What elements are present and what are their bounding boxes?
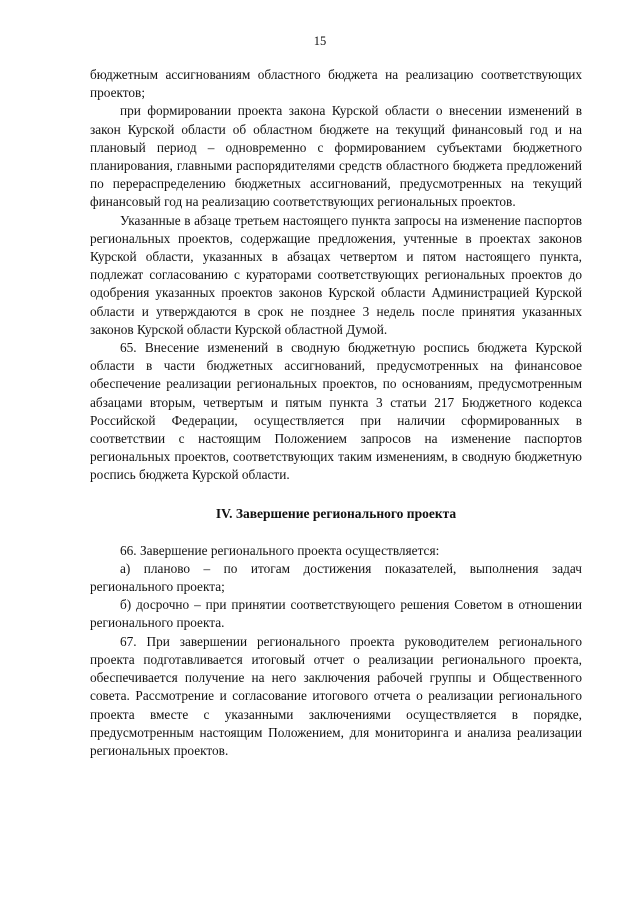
page-number: 15: [313, 34, 327, 48]
paragraph-item-66: 66. Завершение регионального проекта осуществляется:: [120, 542, 440, 558]
section-heading: IV. Завершение регионального проекта: [215, 505, 457, 521]
paragraph-item-67: 67. При завершении регионального проекта руководителем регионального проекта подготавливается итоговый отчет о реализации регионального проекта, обеспечивается получение на него заключения рабочей группы и Общественного совета. Рассмотрение и согласование итогового отчета о реализации регионального проекта вместе с указанными заключениями осуществляется в порядке, предусмотренным настоящим Положением, для мониторинга и анализа реализации региональных проектов.: [90, 633, 582, 758]
paragraph-item-66-a: а) планово – по итогам достижения показателей, выполнения задач регионального проекта;: [90, 560, 582, 595]
paragraph-item-65: 65. Внесение изменений в сводную бюджетную роспись бюджета Курской области в части бюджетных ассигнований, предусмотренных на финансовое обеспечение реализации региональных проектов, по основаниям, предусмотренным абзацами вторым, четвертым и пятым пункта 3 статьи 217 Бюджетного кодекса Российской Федерации, осуществляется при наличии сформированных в соответствии с настоящим Положением запросов на изменение паспортов региональных проектов, соответствующих таким изменениям, в сводную бюджетную роспись бюджета Курской области.: [90, 340, 582, 483]
paragraph-budget-law: при формировании проекта закона Курской области о внесении изменений в закон Курской области об областном бюджете на текущий финансовый год и на плановый период – одновременно с формированием субъектами бюджетного планирования, главными распорядителями средств областного бюджета предложений по перераспределению бюджетных ассигнований, предусмотренных на текущий финансовый год на реализацию соответствующих региональных проектов.: [90, 103, 582, 210]
document-body: [90, 66, 582, 760]
paragraph-continuation: бюджетным ассигнованиям областного бюджета на реализацию соответствующих проектов;: [90, 67, 582, 101]
paragraph-item-66-b: б) досрочно – при принятии соответствующего решения Советом в отношении регионального проекта.: [90, 597, 582, 631]
paragraph-passport-requests: Указанные в абзаце третьем настоящего пункта запросы на изменение паспортов региональных проектов, содержащие предложения, учтенные в проектах законов Курской области, указанных в абзацах четвертом и пятом настоящего пункта, подлежат согласованию с кураторами соответствующих региональных проектов до одобрения указанных проектов законов Курской области Администрацией Курской области и утверждаются в срок не позднее 3 недель после принятия указанных законов Курской области Курской областной Думой.: [90, 212, 582, 337]
